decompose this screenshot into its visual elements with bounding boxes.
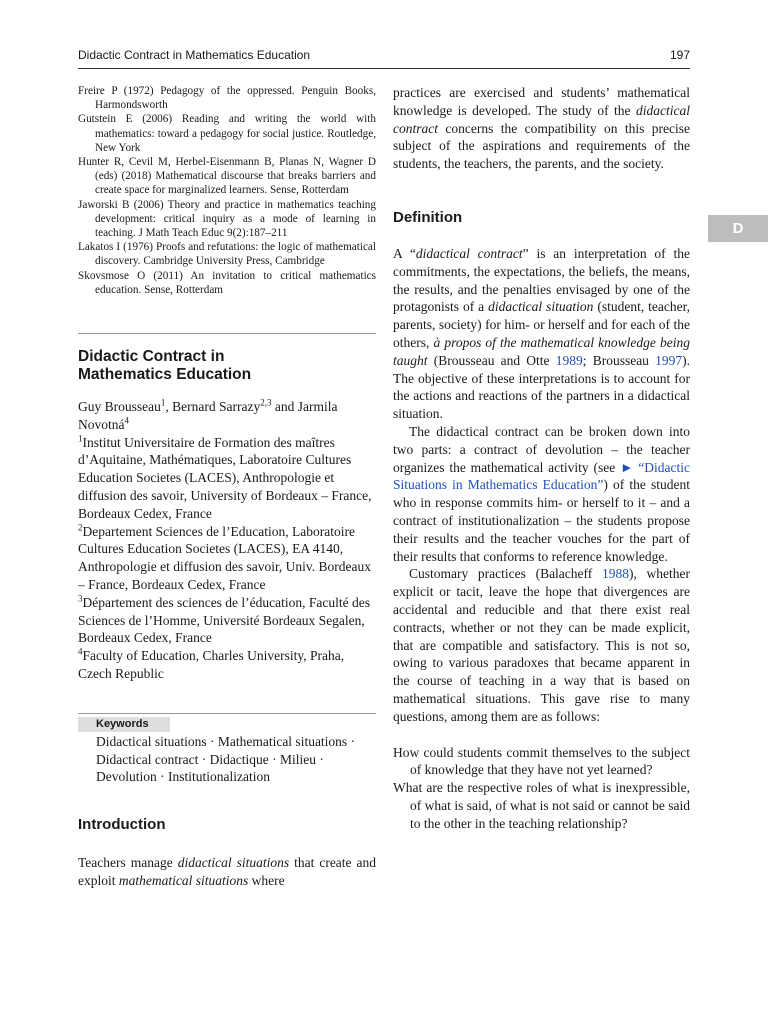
affiliation: $^4$Faculty of Education, Charles University, Praha, Czech Republic [78,646,345,681]
citation-link[interactable]: 1989 [555,352,583,368]
right-column [393,84,690,832]
introduction-heading: Introduction [78,816,166,834]
definition-paragraph: A “didactical contract” is an interpretation of the commitments, the expectations, the beliefs, the means, the results, and the penalties envisaged by one of the protagonists of a didactical situation (student, teacher, parents, society) for him- or herself and for each of the others, à propos of the mathematical knowledge being taught (Brousseau and Otte 1989; Brousseau 1997). The objective of these interpretations is to account for the actions and reactions of the partners in a didactical situation. [393,245,690,422]
reference-item: Freire P (1972) Pedagogy of the oppressed. Penguin Books, Harmondsworth [78,85,376,112]
paragraph: The didactical contract can be broken down into two parts: a contract of devolution – the teacher organizes the mathematical activity (see ► “Didactic Situations in Mathematics Education”) of the student who in response commits him- or herself to it – and a contract of institutionalization – the students propose their results and the teacher vouches for the part of their results that conforms to reference knowledge. [393,423,690,564]
running-title: Didactic Contract in Mathematics Education [78,48,311,62]
affiliation: $^3$Département des sciences de l’éducation, Faculté des Sciences de l’Homme, Université Bordeaux Segalen, Bordeaux Cedex, France [78,593,371,646]
section-divider [78,333,376,334]
section-tab: D [708,215,768,242]
left-column [78,84,376,890]
author-list: Guy Brousseau$^1$, Bernard Sarrazy$^{2,3}$ and Jarmila Novotná$^4$ [78,397,338,432]
cross-reference-link[interactable]: ► “Didactic Situations in Mathematics Education” [393,459,690,493]
question-item: What are the respective roles of what is inexpressible, of what is said, of what is not said or cannot be said to the other in the teaching relationship? [393,780,690,831]
reference-item: Jaworski B (2006) Theory and practice in mathematics teaching development: critical inquiry as a mode of learning in teaching. J Math Teach Educ 9(2):187–211 [78,198,376,240]
running-header [78,48,690,66]
introduction-paragraph: Teachers manage didactical situations that create and exploit mathematical situations where [78,855,377,888]
definition-heading: Definition [393,208,463,226]
reference-item: Skovsmose O (2011) An invitation to critical mathematics education. Sense, Rotterdam [78,269,376,296]
paragraph: Customary practices (Balacheff 1988), whether explicit or tacit, leave the hope that divergences are accidental and reducible and that there exist real contracts, whether or not they can be made explicit, that are compatible and satisfactory. This is not so, owing to various paradoxes that became apparent in the course of teaching in a way that is based on mathematical situations. This gave rise to many questions, among them are as follows: [393,566,690,724]
continued-paragraph: practices are exercised and students’ mathematical knowledge is developed. The study of the didactical contract concerns the compatibility on this precise subject of the aspirations and requirements of the students, the teachers, the parents, and the society. [393,85,690,172]
keywords-label: Keywords [78,717,170,732]
affiliation: $^2$Departement Sciences de l’Education, Laboratoire Cultures Education Societes (LACES), EA 4140, Anthropologie et diffusion des savoir, Univ. Bordeaux – France, Bordeaux Cedex, France [78,522,372,593]
article-title: Didactic Contract in Mathematics Education [78,348,252,384]
citation-link[interactable]: 1988 [601,566,629,582]
affiliation: $^1$Institut Universitaire de Formation des maîtres d’Aquitaine, Mathématiques, Laboratoire Cultures Education Societes (LACES), Anthropologie et diffusion des savoir, University of Bordeaux – France, Bordeaux Cedex, France [78,433,372,521]
keywords-text: Didactical situations · Mathematical situations · Didactical contract · Didactique · Milieu · Devolution · Institutionalization [96,733,356,785]
reference-item: Lakatos I (1976) Proofs and refutations: the logic of mathematical discovery. Cambridge University Press, Cambridge [78,241,376,268]
citation-link[interactable]: 1997 [655,352,683,368]
keywords-box [78,713,376,786]
question-list [393,744,690,833]
reference-item: Gutstein E (2006) Reading and writing the world with mathematics: toward a pedagogy for social justice. Routledge, New York [78,113,376,154]
reference-item: Hunter R, Cevil M, Herbel-Eisenmann B, Planas N, Wagner D (eds) (2018) Mathematical discourse that breaks barriers and create space for marginalized learners. Sense, Rotterdam [78,156,376,197]
question-item: How could students commit themselves to the subject of knowledge that they have not yet learned? [393,744,690,778]
page-number: 197 [669,48,690,62]
header-rule [78,68,690,69]
reference-list [78,84,376,297]
